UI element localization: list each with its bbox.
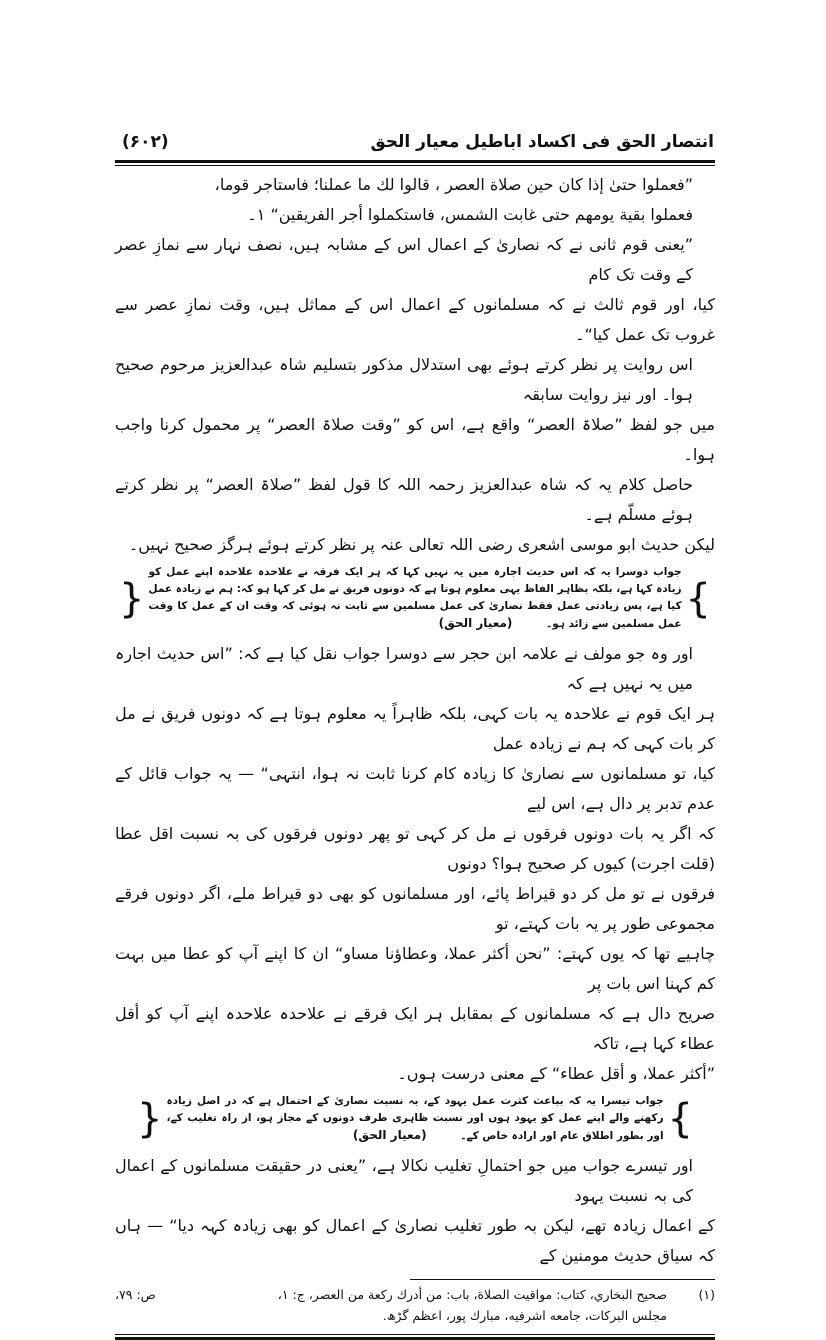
brace-right: } <box>667 1096 693 1142</box>
body-line: چاہیے تھا کہ یوں کہتے: ”نحن أكثر عملا، وعطاؤنا مساو“ ان کا اپنے آپ کو عطا میں بہت کم کہنا اس بات پر <box>115 944 715 993</box>
footer-rule-thin <box>115 1334 715 1335</box>
note-source: (معیار الحق) <box>438 616 513 630</box>
arabic-quote-line: ”فعملوا حتىٰ إذا كان حين صلاة العصر ، قالوا لك ما عملنا؛ فاستاجر قوما، <box>214 175 693 194</box>
footnote-page-ref: ص: ۷۹، <box>115 1287 156 1302</box>
running-title: انتصار الحق فی اکساد اباطیل معیار الحق <box>370 132 714 152</box>
body-line: اور وہ جو مولف نے علامہ ابن حجر سے دوسرا جواب نقل کیا ہے کہ: ”اس حدیث اجارہ میں یہ نہیں ہے کہ <box>115 644 693 693</box>
body-line: اس روایت پر نظر کرتے ہوئے بھی استدلال مذکور بتسلیم شاہ عبدالعزیز مرحوم صحیح ہوا۔ اور نیز روایت سابقہ <box>115 355 693 404</box>
body-line: اور تیسرے جواب میں جو احتمالِ تغلیب نکالا ہے، ”یعنی در حقیقت مسلمانوں کے اعمال کی بہ نسبت یہود <box>115 1156 693 1205</box>
footnote-line: مجلس البركات، جامعه اشرفيه، مبارك پور، اعظم گڑھ. <box>382 1308 667 1323</box>
header-rule-thick <box>115 160 715 163</box>
body-line: ہر ایک قوم نے علاحدہ یہ بات کہی، بلکہ ظاہراً یہ معلوم ہوتا ہے کہ دونوں فریق نے مل کر بات کہی کہ ہم نے زیادہ عمل <box>115 704 715 753</box>
body-line: ”یعنی قوم ثانی نے کہ نصاریٰ کے اعمال اس کے مشابہ ہیں، نصف نہار سے نمازِ عصر کے وقت تک کام <box>115 235 693 284</box>
body-line: فرقوں نے تو مل کر دو قیراط پائے، اور مسلمانوں کو بھی دو قیراط ملے، اگر دونوں فرقے مجموعی طور پر یہ بات کہتے، تو <box>115 884 715 933</box>
quoted-note-1 <box>115 564 715 633</box>
body-line: کیا، تو مسلمانوں سے نصاریٰ کا زیادہ کام کرنا ثابت نہ ہوا، انتہی“ — یہ جواب قائل کے عدم تدبر پر دال ہے، اس لیے <box>115 764 715 813</box>
page-body <box>115 170 715 1340</box>
footnote-separator <box>410 1279 715 1280</box>
note-source: (معیار الحق) <box>352 1128 427 1142</box>
header-rule-thin <box>115 165 715 166</box>
note-line: معلوم ہوتا ہے کہ دونوں فریق نے مل کر کہا ہو کہ: ہم نے زیادہ عمل کیا ہے، پس زیادتی عمل فقط نصاریٰ کی عمل مسلمین سے ثابت نہ <box>148 583 682 612</box>
brace-left: { <box>137 1096 163 1142</box>
body-line: کیا، اور قوم ثالث نے کہ مسلمانوں کے اعمال اس کے مماثل ہیں، وقت نمازِ عصر سے غروب تک عمل کیا“۔ <box>115 295 715 344</box>
page-number: (۶۰۲) <box>122 132 169 152</box>
body-line: حاصل کلام یہ کہ شاہ عبدالعزیز رحمہ اللہ کا قول لفظ ”صلاۃ العصر“ پر نظر کرتے ہوئے مسلّم ہے۔ <box>115 475 693 524</box>
brace-left: { <box>119 575 145 622</box>
body-line: صریح دال ہے کہ مسلمانوں کے بمقابل ہر ایک فرقے نے علاحدہ علاحدہ اپنے آپ کو أقل عطاء کہا ہے، تاکہ <box>115 1004 715 1053</box>
body-line: میں جو لفظ ”صلاۃ العصر“ واقع ہے، اس کو ”وقت صلاۃ العصر“ پر محمول کرنا واجب ہوا۔ <box>115 415 715 464</box>
footnote <box>115 1284 715 1305</box>
footnote-line: صحيح البخاري، كتاب: مواقيت الصلاة، باب: من أدرك ركعة من العصر، ج: ۱، <box>277 1287 667 1302</box>
body-line: لیکن حدیث ابو موسی اشعری رضی اللہ تعالی عنہ پر نظر کرتے ہوئے ہرگز صحیح نہیں۔ <box>128 535 715 554</box>
brace-right: } <box>685 575 711 622</box>
note-line: نسبت ظاہری طرف دونوں کے مجاز ہو، از راہ تغلیب کے، اور بطور اطلاق عام اور ارادہ خاص کے۔ <box>166 1112 664 1142</box>
body-line: کہ اگر یہ بات دونوں فرقوں نے مل کر کہی تو پھر دونوں فرقوں کی بہ نسبت اقل عطا (قلت اجرت) کیوں کر صحیح ہوا؟ دونوں <box>115 824 715 873</box>
note-line: جواب دوسرا یہ کہ اس حدیث اجارہ میں یہ نہیں کہا کہ ہر ایک فرقہ نے علاحدہ علاحدہ اپنے عمل کو زیادہ کہا ہے، بلکہ بظاہر الفاظ یہی <box>148 566 682 595</box>
body-line: ”أكثر عملا، و أقل عطاء“ کے معنی درست ہوں۔ <box>397 1064 715 1083</box>
quoted-note-2 <box>115 1093 715 1145</box>
footnote-marker: (۱) <box>698 1287 715 1302</box>
arabic-quote-line: فعملوا بقية يومهم حتى غابت الشمس، فاستكملوا أجر الفريقين“ ۱۔ <box>247 205 693 224</box>
note-line: ہوئی کہ وقت ان کے عمل کا وقت عمل مسلمین سے زائد ہو۔ <box>148 600 682 630</box>
body-line: کے اعمال زیادہ تھے، لیکن بہ طور تغلیب نصاریٰ کے اعمال کو بھی زیادہ کہہ دیا“ — ہاں کہ سیاق حدیث مومنین کے <box>115 1216 715 1265</box>
note-line: جواب تیسرا یہ کہ بباعث کثرت عمل یہود کے، بہ نسبت نصاریٰ کے احتمال ہے کہ در اصل زیادہ رکھنے والے اپنے عمل کو یہود ہوں اور <box>166 1095 664 1124</box>
